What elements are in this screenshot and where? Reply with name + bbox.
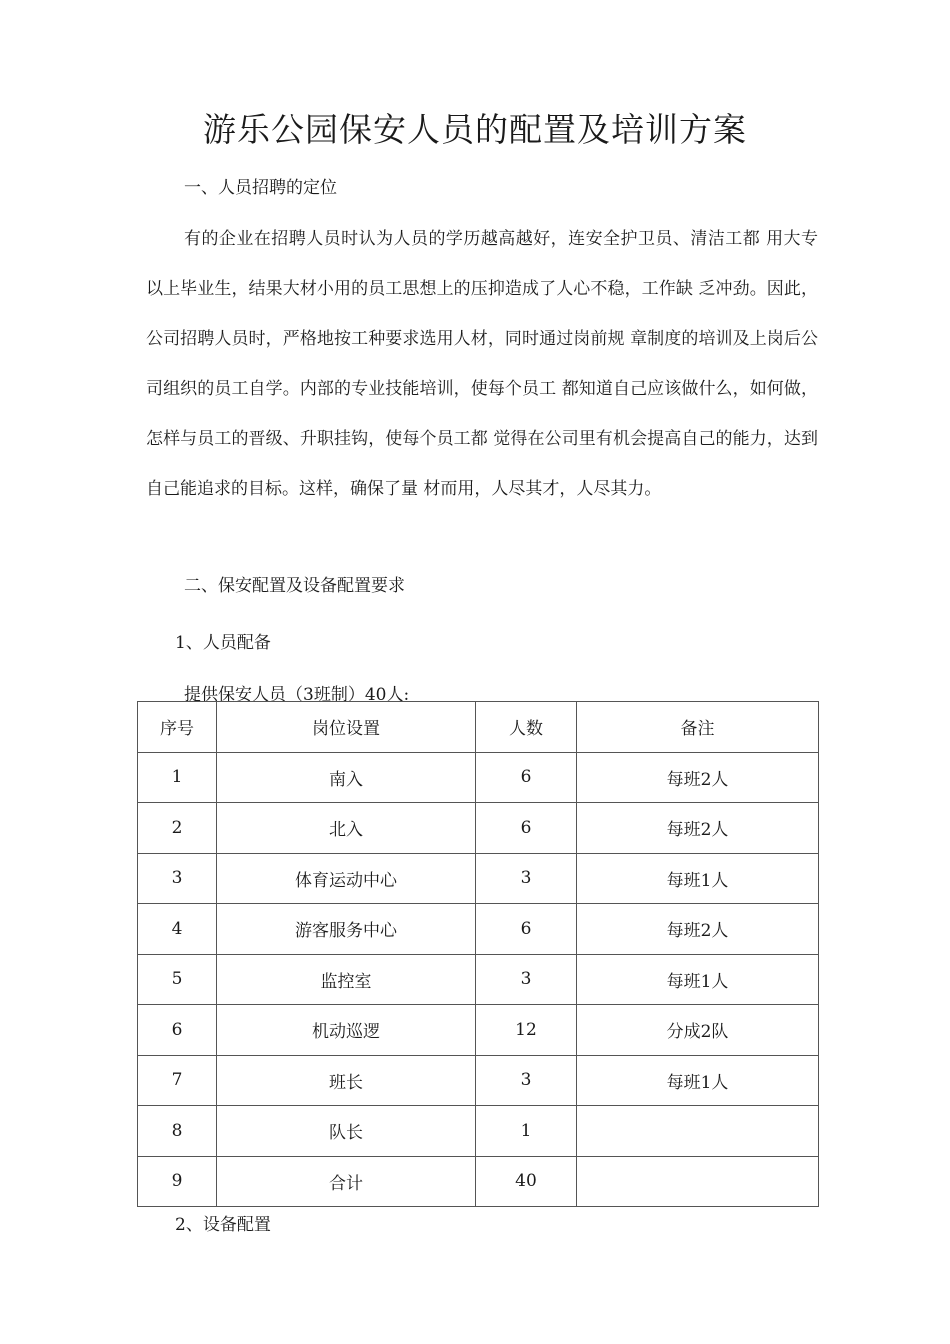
cell-count: 40	[476, 1156, 577, 1207]
table-row	[138, 1005, 819, 1056]
cell-index: 5	[138, 954, 217, 1005]
table-row	[138, 803, 819, 854]
cell-remarks: 每班2人	[577, 752, 819, 803]
cell-remarks: 每班1人	[577, 853, 819, 904]
cell-post: 游客服务中心	[217, 904, 476, 955]
cell-index: 2	[138, 803, 217, 854]
section-heading-recruitment: 一、人员招聘的定位	[184, 178, 337, 198]
cell-remarks: 每班1人	[577, 1055, 819, 1106]
cell-count: 12	[476, 1005, 577, 1056]
cell-count: 1	[476, 1106, 577, 1157]
cell-post: 队长	[217, 1106, 476, 1157]
cell-index: 3	[138, 853, 217, 904]
section-heading-configuration: 二、保安配置及设备配置要求	[184, 576, 405, 596]
cell-index: 1	[138, 752, 217, 803]
cell-index: 8	[138, 1106, 217, 1157]
cell-post: 合计	[217, 1156, 476, 1207]
cell-count: 3	[476, 954, 577, 1005]
table-row	[138, 752, 819, 803]
table-header-row	[138, 702, 819, 753]
recruitment-paragraph: 有的企业在招聘人员时认为人员的学历越高越好，连安全护卫员、清洁工都 用大专以上毕业生，结果大材小用的员工思想上的压抑造成了人心不稳，工作缺 乏冲劲。因此，公司招聘人员时，严格地按工种要求选用人材，同时通过岗前规 章制度的培训及上岗后公司组织的员工自学。内部的专业技能培训，使每个员工 都知道自己应该做什么，如何做，怎样与员工的晋级、升职挂钩，使每个员工都 觉得在公司里有机会提高自己的能力，达到自己能追求的目标。这样，确保了量 材而用，人尽其才，人尽其力。	[146, 229, 818, 499]
cell-post: 机动巡逻	[217, 1005, 476, 1056]
table-row	[138, 853, 819, 904]
col-header-count: 人数	[476, 702, 577, 753]
subheading-staffing: 1、人员配备	[175, 633, 271, 653]
cell-count: 6	[476, 752, 577, 803]
table-row	[138, 1106, 819, 1157]
col-header-post: 岗位设置	[217, 702, 476, 753]
cell-index: 6	[138, 1005, 217, 1056]
cell-count: 3	[476, 853, 577, 904]
table-row	[138, 904, 819, 955]
col-header-index: 序号	[138, 702, 217, 753]
cell-remarks: 每班2人	[577, 803, 819, 854]
cell-index: 4	[138, 904, 217, 955]
cell-index: 7	[138, 1055, 217, 1106]
cell-count: 6	[476, 904, 577, 955]
cell-count: 3	[476, 1055, 577, 1106]
cell-index: 9	[138, 1156, 217, 1207]
cell-remarks	[577, 1156, 819, 1207]
col-header-remarks: 备注	[577, 702, 819, 753]
document-title: 游乐公园保安人员的配置及培训方案	[203, 110, 747, 149]
staffing-intro: 提供保安人员（3班制）40人:	[184, 685, 410, 705]
cell-count: 6	[476, 803, 577, 854]
cell-post: 体育运动中心	[217, 853, 476, 904]
table-row	[138, 954, 819, 1005]
cell-remarks: 每班2人	[577, 904, 819, 955]
subheading-equipment: 2、设备配置	[175, 1215, 271, 1235]
cell-post: 监控室	[217, 954, 476, 1005]
cell-post: 北入	[217, 803, 476, 854]
staffing-table	[137, 701, 819, 1207]
cell-post: 南入	[217, 752, 476, 803]
table-row	[138, 1055, 819, 1106]
table-row	[138, 1156, 819, 1207]
cell-post: 班长	[217, 1055, 476, 1106]
cell-remarks: 分成2队	[577, 1005, 819, 1056]
cell-remarks: 每班1人	[577, 954, 819, 1005]
cell-remarks	[577, 1106, 819, 1157]
